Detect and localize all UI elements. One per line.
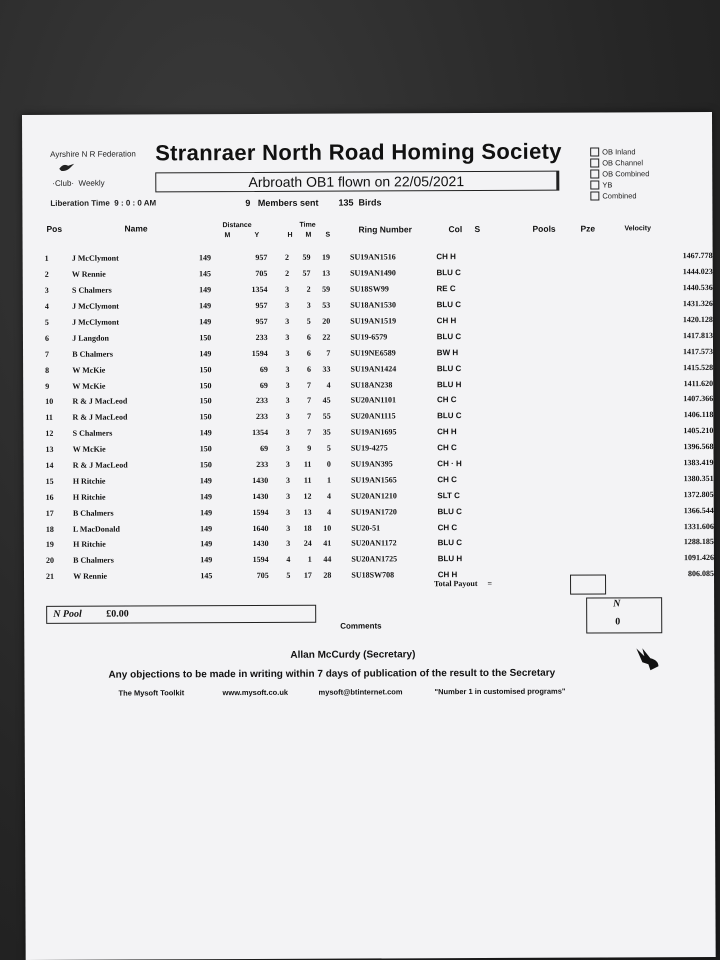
cell-h: 3 (285, 364, 290, 374)
cell-ring: SU20AN1101 (350, 395, 396, 406)
col-pze: Pze (580, 223, 596, 234)
frequency: Weekly (78, 178, 105, 188)
cell-vel: 1288.185 (683, 537, 714, 547)
cell-col: SLT C (437, 490, 460, 500)
cell-s: 7 (326, 348, 331, 358)
col-pos: Pos (46, 223, 63, 234)
cell-vel: 1431.326 (682, 299, 713, 309)
cell-ring: SU18SW99 (350, 284, 389, 294)
cell-vel: 1396.568 (683, 442, 714, 452)
cell-dm: 149 (200, 523, 213, 533)
cell-s: 22 (322, 332, 331, 342)
cell-dm: 150 (199, 460, 212, 470)
cell-name: W McKie (72, 381, 106, 391)
cell-dy: 1640 (252, 523, 269, 533)
n-pool-label: N Pool (53, 608, 82, 620)
objections-notice: Any objections to be made in writing within 7 days of publication of the result to the Secretary (108, 667, 556, 681)
cell-pos: 21 (45, 572, 55, 582)
option-ob-channel[interactable]: OB Channel (590, 157, 649, 168)
cell-dm: 149 (200, 539, 213, 549)
cell-m: 11 (303, 459, 312, 469)
cell-ring: SU19AN1565 (350, 475, 397, 485)
cell-dy: 957 (255, 301, 268, 311)
total-payout (434, 579, 492, 588)
cell-s: 5 (326, 443, 331, 453)
cell-vel: 1467.778 (682, 251, 713, 261)
col-dist-y: Y (254, 231, 260, 239)
cell-name: B Chalmers (73, 555, 114, 566)
cell-m: 9 (307, 443, 312, 453)
cell-name: B Chalmers (72, 508, 114, 518)
checkbox[interactable] (590, 180, 599, 189)
cell-pos: 7 (45, 349, 50, 359)
option-ob-inland[interactable]: OB Inland (590, 146, 649, 157)
cell-dm: 145 (200, 571, 213, 581)
cell-pos: 3 (44, 286, 49, 296)
checkbox[interactable] (590, 169, 599, 178)
cell-col: BLU C (436, 268, 461, 278)
cell-ring: SU18SW708 (351, 570, 395, 580)
cell-m: 7 (307, 412, 312, 422)
cell-ring: SU19AN1695 (350, 427, 397, 437)
cell-h: 3 (285, 443, 290, 453)
cell-col: BLU H (437, 554, 463, 564)
cell-name: R & J MacLeod (72, 396, 128, 407)
cell-s: 10 (323, 523, 332, 533)
cell-s: 19 (321, 253, 331, 263)
cell-ring: SU19AN395 (350, 459, 393, 469)
cell-vel: 1417.573 (683, 346, 714, 356)
cell-vel: 1417.813 (682, 330, 713, 341)
cell-dy: 705 (256, 571, 269, 581)
cell-h: 3 (285, 459, 290, 469)
cell-dm: 149 (199, 317, 212, 327)
cell-m: 6 (306, 332, 311, 342)
comments-label: Comments (340, 621, 382, 631)
cell-dm: 149 (199, 491, 213, 502)
cell-m: 17 (303, 570, 312, 581)
col-velocity: Velocity (624, 225, 651, 233)
cell-name: H Ritchie (72, 476, 106, 486)
cell-name: H Ritchie (72, 492, 106, 502)
cell-m: 24 (303, 539, 312, 549)
cell-vel: 1420.128 (682, 314, 713, 325)
members-info (245, 197, 381, 208)
cell-dy: 705 (255, 269, 268, 279)
cell-dy: 957 (255, 316, 268, 326)
pigeon-logo-icon (58, 161, 76, 173)
cell-m: 11 (303, 475, 312, 485)
cell-pos: 14 (45, 460, 54, 470)
cell-vel: 1411.620 (683, 378, 714, 388)
cell-ring: SU20AN1115 (350, 411, 396, 421)
society-title: Stranraer North Road Homing Society (155, 138, 562, 166)
slogan: "Number 1 in customised programs" (434, 686, 566, 697)
cell-dy: 1594 (251, 348, 268, 358)
website: www.mysoft.co.uk (222, 687, 289, 698)
table-row (46, 566, 714, 585)
cell-h: 5 (286, 571, 291, 581)
cell-dy: 233 (256, 412, 269, 422)
cell-name: S Chalmers (71, 285, 112, 296)
members-count: 9 (245, 198, 251, 209)
cell-pos: 20 (45, 556, 54, 566)
cell-h: 4 (286, 555, 291, 565)
cell-dm: 150 (199, 444, 212, 454)
cell-pos: 8 (45, 365, 50, 375)
col-time-m: M (305, 231, 312, 239)
cell-dy: 1354 (251, 285, 268, 295)
cell-s: 28 (323, 570, 332, 580)
cell-col: CH H (437, 570, 458, 580)
col-pools: Pools (532, 223, 556, 234)
members-label: Members sent (257, 197, 319, 208)
cell-pos: 12 (45, 429, 54, 439)
cell-s: 20 (322, 316, 331, 326)
cell-ring: SU19AN1519 (350, 316, 397, 326)
cell-dy: 69 (259, 380, 268, 390)
cell-pos: 4 (44, 301, 49, 312)
cell-dy: 957 (255, 253, 268, 263)
liberation-label: Liberation Time (50, 198, 110, 208)
cell-ring: SU20AN1725 (351, 554, 398, 564)
cell-ring: SU19AN1424 (350, 364, 397, 374)
cell-dm: 149 (200, 555, 213, 565)
cell-name: W Rennie (71, 269, 106, 280)
cell-vel: 1405.210 (683, 426, 714, 436)
cell-dm: 149 (199, 428, 212, 438)
cell-dy: 1354 (252, 428, 269, 438)
cell-dy: 1430 (252, 539, 269, 549)
cell-m: 1 (307, 555, 312, 565)
cell-col: CH C (437, 522, 458, 532)
cell-col: CH H (436, 252, 456, 262)
cell-ring: SU19AN1490 (350, 268, 396, 278)
cell-s: 13 (322, 268, 331, 279)
cell-ring: SU18AN238 (350, 379, 393, 390)
cell-col: BLU C (437, 411, 462, 421)
cell-m: 6 (306, 348, 311, 358)
n-box (586, 597, 662, 633)
cell-m: 2 (306, 284, 311, 294)
federation-name: Ayrshire N R Federation (50, 149, 136, 159)
cell-h: 3 (286, 523, 291, 533)
cell-s: 4 (326, 380, 331, 390)
cell-name: W McKie (72, 444, 106, 454)
cell-s: 4 (327, 507, 332, 517)
cell-dm: 150 (199, 396, 212, 406)
n-pool-value: £0.00 (106, 608, 129, 620)
cell-vel: 1444.023 (682, 267, 713, 277)
cell-s: 4 (327, 491, 332, 501)
cell-s: 44 (323, 555, 332, 565)
cell-ring: SU18AN1530 (350, 300, 397, 310)
cell-s: 45 (322, 396, 331, 406)
col-sex: S (474, 224, 481, 235)
cell-h: 3 (285, 285, 290, 295)
cell-col: CH C (437, 443, 457, 453)
cell-m: 57 (302, 269, 311, 279)
cell-dm: 150 (199, 364, 212, 374)
cell-col: BW H (436, 347, 459, 357)
club-label: ·Club· (52, 178, 75, 188)
cell-pos: 15 (45, 476, 54, 486)
cell-dy: 1430 (252, 475, 269, 485)
n-value: 0 (615, 616, 621, 628)
col-distance: Distance (222, 221, 252, 230)
cell-pos: 2 (44, 270, 49, 280)
cell-pos: 19 (45, 540, 54, 550)
cell-m: 12 (303, 491, 312, 501)
cell-m: 3 (306, 300, 311, 310)
cell-ring: SU19-4275 (350, 443, 388, 453)
liberation-time: 9 : 0 : 0 AM (114, 198, 157, 208)
race-title: Arbroath OB1 flown on 22/05/2021 (155, 171, 559, 193)
cell-dm: 149 (200, 507, 213, 517)
cell-col: BLU H (436, 379, 462, 389)
cell-pos: 13 (45, 444, 54, 455)
cell-name: J McClymont (71, 254, 119, 264)
cell-s: 33 (322, 364, 331, 374)
cell-h: 3 (286, 491, 291, 501)
cell-name: W McKie (72, 365, 106, 375)
birds-label: Birds (358, 197, 382, 208)
cell-m: 7 (307, 380, 312, 390)
cell-vel: 1407.366 (683, 394, 714, 404)
birds-count: 135 (338, 197, 354, 208)
cell-pos: 1 (44, 254, 49, 264)
cell-s: 0 (326, 459, 331, 469)
cell-ring: SU20-51 (351, 523, 381, 533)
cell-dy: 1430 (252, 491, 269, 501)
results-table (45, 248, 714, 585)
col-time-s: S (325, 231, 331, 239)
cell-s: 35 (322, 427, 331, 437)
cell-name: J McClymont (72, 317, 120, 327)
cell-dy: 69 (260, 444, 269, 454)
cell-vel: 1406.118 (683, 410, 714, 420)
n-pool-box (46, 605, 316, 624)
results-body (45, 248, 714, 585)
cell-pos: 11 (45, 413, 53, 423)
cell-col: CH C (437, 475, 457, 485)
cell-vel: 1383.419 (683, 458, 714, 468)
cell-name: L MacDonald (73, 524, 120, 534)
cell-h: 2 (285, 269, 290, 279)
cell-vel: 1380.351 (683, 473, 714, 484)
cell-dm: 149 (198, 253, 211, 263)
cell-name: J Langdon (72, 333, 109, 343)
cell-name: W Rennie (73, 571, 108, 582)
cell-dm: 145 (199, 269, 212, 279)
cell-vel: 1372.805 (683, 489, 714, 499)
cell-vel: 806.085 (687, 569, 715, 579)
cell-s: 55 (322, 411, 331, 422)
cell-pos: 10 (45, 397, 54, 407)
cell-m: 59 (302, 253, 311, 263)
cell-h: 3 (286, 539, 291, 549)
cell-vel: 1415.528 (683, 362, 714, 372)
cell-dm: 149 (199, 285, 212, 295)
total-payout-box (570, 574, 606, 594)
cell-vel: 1440.536 (682, 283, 713, 293)
cell-col: CH · H (437, 459, 462, 469)
cell-h: 3 (285, 396, 290, 406)
cell-col: BLU C (436, 331, 462, 342)
cell-col: CH H (437, 427, 457, 437)
cell-h: 3 (286, 507, 291, 517)
col-time: Time (299, 221, 316, 229)
col-time-h: H (287, 231, 293, 239)
cell-m: 5 (306, 316, 311, 326)
checkbox[interactable] (590, 158, 599, 167)
col-name: Name (124, 223, 148, 234)
cell-h: 3 (285, 412, 290, 422)
option-yb[interactable]: YB (590, 179, 649, 190)
total-payout-label: Total Payout (434, 579, 478, 589)
cell-dy: 233 (255, 332, 268, 342)
col-col: Col (448, 224, 463, 235)
cell-dy: 233 (256, 459, 269, 469)
cell-col: BLU C (436, 363, 462, 373)
cell-vel: 1331.606 (683, 521, 714, 531)
cell-h: 3 (285, 475, 291, 485)
option-ob-combined[interactable]: OB Combined (590, 168, 649, 179)
cell-col: CH H (436, 316, 457, 326)
cell-pos: 9 (45, 381, 50, 391)
cell-h: 3 (285, 380, 290, 390)
col-ring: Ring Number (358, 224, 412, 235)
cell-ring: SU19NE6589 (350, 348, 396, 358)
cell-dy: 1594 (252, 507, 269, 517)
bird-logo-icon (632, 644, 662, 674)
cell-m: 6 (306, 364, 311, 374)
cell-h: 3 (285, 316, 290, 326)
secretary: Allan McCurdy (Secretary) (290, 649, 416, 661)
cell-vel: 1091.426 (683, 553, 714, 563)
cell-name: J McClymont (72, 301, 119, 311)
cell-h: 2 (284, 253, 290, 263)
results-sheet (22, 112, 716, 960)
total-payout-eq: = (487, 578, 493, 588)
cell-dm: 149 (199, 348, 212, 359)
cell-h: 3 (285, 300, 290, 310)
cell-pos: 16 (45, 492, 54, 502)
cell-dy: 233 (255, 396, 268, 406)
cell-ring: SU20AN1172 (351, 538, 397, 549)
cell-name: B Chalmers (72, 349, 113, 359)
cell-col: RE C (436, 284, 456, 294)
cell-col: BLU C (437, 538, 463, 548)
race-type-options (590, 146, 649, 201)
cell-h: 3 (285, 332, 290, 342)
cell-pos: 17 (45, 508, 54, 518)
cell-col: BLU C (436, 300, 462, 310)
cell-vel: 1366.544 (683, 505, 714, 515)
option-combined[interactable]: Combined (590, 190, 649, 201)
cell-name: R & J MacLeod (72, 412, 128, 423)
cell-m: 7 (307, 427, 312, 437)
cell-dy: 69 (259, 364, 268, 374)
cell-h: 3 (285, 428, 290, 438)
cell-pos: 18 (45, 524, 54, 534)
cell-pos: 5 (44, 317, 49, 327)
cell-s: 1 (326, 475, 331, 485)
n-label: N (613, 598, 621, 610)
cell-dm: 149 (199, 476, 212, 486)
toolkit-name: The Mysoft Toolkit (118, 688, 185, 698)
cell-dm: 150 (199, 380, 212, 390)
cell-col: CH C (436, 395, 457, 405)
cell-dm: 150 (199, 412, 212, 422)
cell-ring: SU20AN1210 (351, 491, 397, 501)
cell-s: 53 (322, 300, 331, 310)
cell-name: R & J MacLeod (72, 460, 128, 470)
checkbox[interactable] (590, 191, 599, 200)
cell-s: 41 (323, 539, 332, 549)
club-type (52, 179, 104, 188)
cell-name: H Ritchie (73, 540, 106, 550)
cell-m: 7 (307, 396, 312, 406)
cell-ring: SU19AN1720 (351, 507, 397, 517)
cell-col: BLU C (437, 506, 462, 516)
cell-m: 13 (303, 507, 312, 517)
cell-dy: 1594 (252, 555, 269, 565)
cell-ring: SU19-6579 (350, 332, 388, 342)
checkbox[interactable] (590, 147, 599, 156)
email: mysoft@btinternet.com (318, 687, 403, 697)
cell-name: S Chalmers (72, 428, 113, 439)
cell-m: 18 (303, 523, 312, 533)
liberation-info (50, 198, 156, 207)
cell-s: 59 (322, 284, 331, 294)
cell-dm: 150 (199, 333, 212, 343)
cell-dm: 149 (199, 301, 212, 311)
cell-h: 3 (285, 348, 290, 358)
col-dist-m: M (224, 232, 231, 240)
cell-ring: SU19AN1516 (349, 252, 396, 263)
cell-pos: 6 (44, 333, 49, 343)
